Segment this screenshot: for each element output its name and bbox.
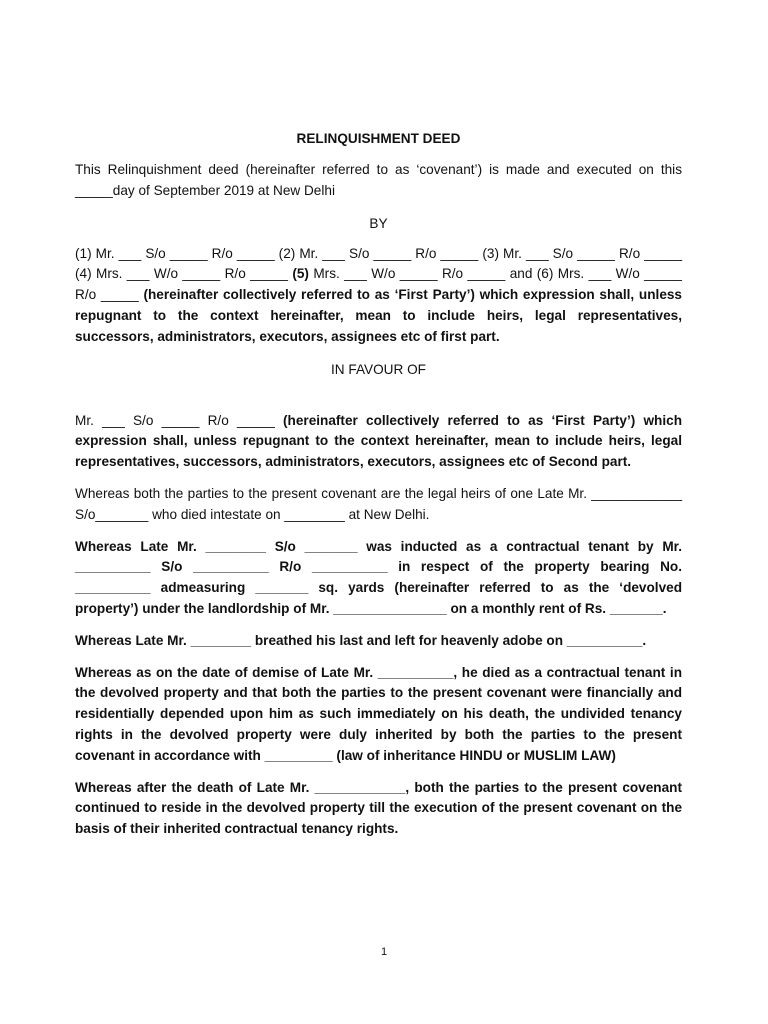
document-title: RELINQUISHMENT DEED xyxy=(296,131,461,146)
whereas-paragraph: Whereas as on the date of demise of Late Mr. __________, he died as a contractual tenant in the devolved property and that both the parties to the present covenant were financially and residentially depended upon him as such immediately on his death, the undivided tenancy rights in the devolved property were duly inherited by both the parties to the present covenant in accordance with _________ (law of inheritance HINDU or MUSLIM LAW) xyxy=(75,664,682,763)
second-party-paragraph xyxy=(75,411,682,473)
second-party-names: Mr. ___ S/o _____ R/o _____ xyxy=(75,412,284,428)
in-favour-heading: IN FAVOUR OF xyxy=(331,361,426,377)
page-number: 1 xyxy=(380,946,388,958)
first-party-paragraph xyxy=(75,244,682,348)
whereas-paragraph: Whereas both the parties to the present covenant are the legal heirs of one Late Mr. ____________ S/o_______ who died intestate on ________ at New Delhi. xyxy=(75,485,682,522)
whereas-paragraph: Whereas Late Mr. ________ breathed his last and left for heavenly adobe on __________. xyxy=(75,632,647,648)
by-heading: BY xyxy=(369,215,388,231)
second-party-clause: (hereinafter collectively referred to as ‘First Party’) which expression shall, unless repugnant to the context hereinafter, mean to include heirs, legal representatives, successors, administrators, executors, assignees etc of Second part. xyxy=(75,412,682,470)
first-party-names-cont: Mrs. ___ W/o _____ R/o _____ and (6) Mrs. ___ W/o _____ R/o _____ xyxy=(75,266,682,303)
document-body xyxy=(75,128,682,840)
first-party-names: (1) Mr. ___ S/o _____ R/o _____ (2) Mr. ___ S/o _____ R/o _____ (3) Mr. ___ S/o _____ R/o _____ (4) Mrs. ___ W/o _____ R/o _____ xyxy=(75,245,682,282)
first-party-clause: (hereinafter collectively referred to as ‘First Party’) which expression shall, unless repugnant to the context hereinafter, mean to include heirs, legal representatives, successors, administrators, executors, assignees etc of first part. xyxy=(75,287,682,344)
first-party-fifth-marker: (5) xyxy=(292,266,309,282)
whereas-paragraph: Whereas Late Mr. ________ S/o _______ was inducted as a contractual tenant by Mr. __________ S/o __________ R/o __________ in respect of the property bearing No. __________ admeasuring _______ sq. yards (hereinafter referred to as the ‘devolved property’) under the landlordship of Mr. _______________ on a monthly rent of Rs. _______. xyxy=(75,538,682,616)
whereas-paragraph: Whereas after the death of Late Mr. ____________, both the parties to the present covenant continued to reside in the devolved property till the execution of the present covenant on the basis of their inherited contractual tenancy rights. xyxy=(75,779,682,837)
intro-paragraph: This Relinquishment deed (hereinafter referred to as ‘covenant’) is made and executed on this _____day of September 2019 at New Delhi xyxy=(75,162,682,198)
